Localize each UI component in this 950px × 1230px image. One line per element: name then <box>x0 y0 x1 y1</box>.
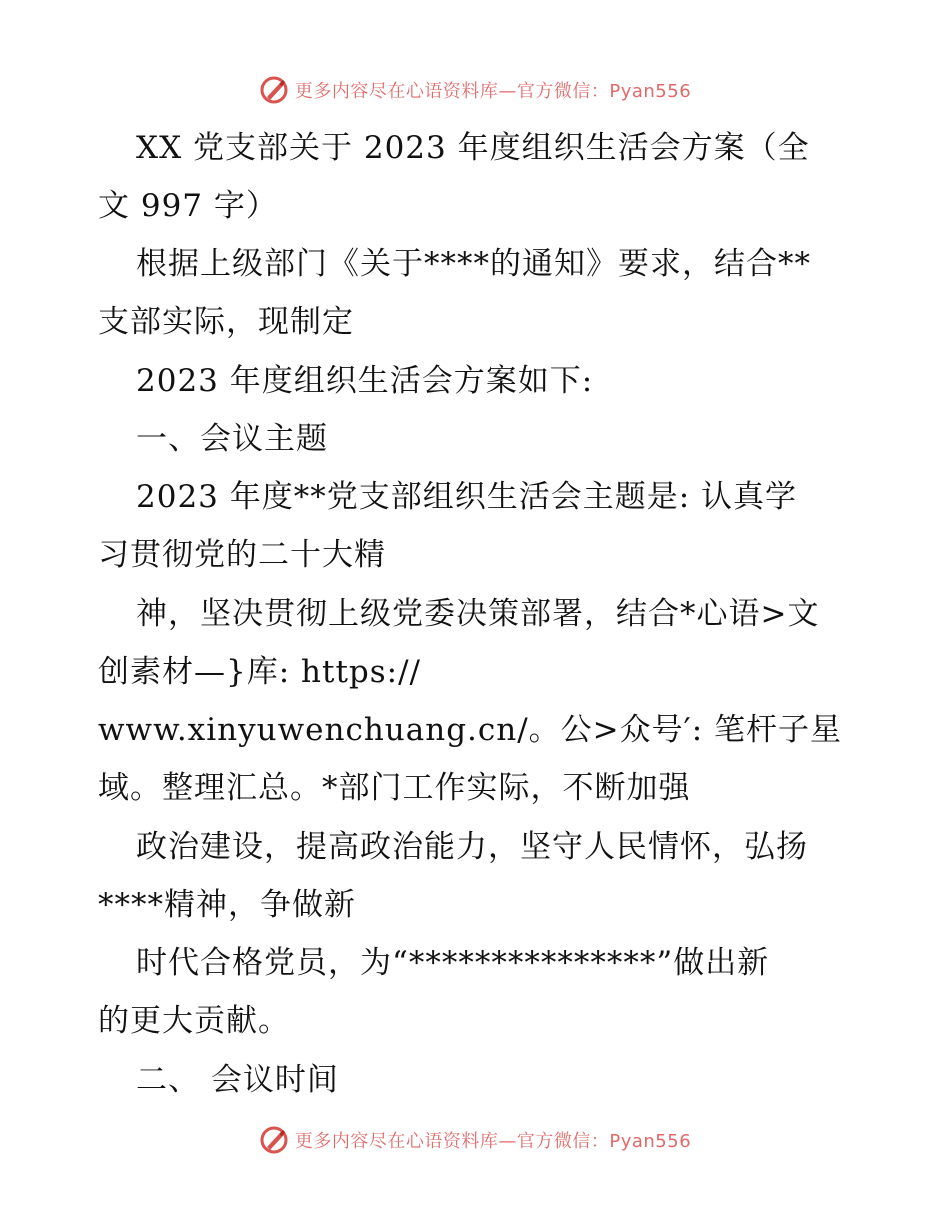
doc-paragraph-line: 神，坚决贯彻上级党委决策部署，结合*心语>文 <box>136 596 820 632</box>
doc-paragraph-line: 2023 年度组织生活会方案如下: <box>136 363 594 399</box>
doc-paragraph-line: 习贯彻党的二十大精 <box>98 537 386 573</box>
doc-paragraph-line: 2023 年度**党支部组织生活会主题是: 认真学 <box>136 479 798 515</box>
doc-paragraph-line: ****精神，争做新 <box>98 887 356 923</box>
watermark-footer <box>0 1120 950 1160</box>
doc-paragraph-line: 创素材—}库: https:// <box>98 654 421 690</box>
section-heading-topic: 一、会议主题 <box>136 421 328 457</box>
doc-paragraph-line: 政治建设，提高政治能力，坚守人民情怀，弘扬 <box>136 829 808 865</box>
doc-title-line-2: 文 997 字） <box>98 188 278 224</box>
watermark-text: 更多内容尽在心语资料库—官方微信：Pyan556 <box>294 1131 692 1152</box>
doc-paragraph-line: 支部实际，现制定 <box>98 304 354 340</box>
section-heading-time: 二、 会议时间 <box>136 1062 339 1098</box>
watermark-text: 更多内容尽在心语资料库—官方微信：Pyan556 <box>294 81 692 102</box>
doc-paragraph-line: 域。整理汇总。*部门工作实际，不断加强 <box>98 770 691 806</box>
doc-paragraph-line: www.xinyuwenchuang.cn/。公>众号′: 笔杆子星 <box>98 712 842 748</box>
doc-paragraph-line: 时代合格党员，为“***************”做出新 <box>136 945 770 981</box>
doc-title-line-1: XX 党支部关于 2023 年度组织生活会方案（全 <box>136 130 810 166</box>
pen-logo-icon <box>259 1125 289 1155</box>
doc-paragraph-line: 根据上级部门《关于****的通知》要求，结合** <box>136 246 811 282</box>
doc-paragraph-line: 的更大贡献。 <box>98 1003 290 1039</box>
